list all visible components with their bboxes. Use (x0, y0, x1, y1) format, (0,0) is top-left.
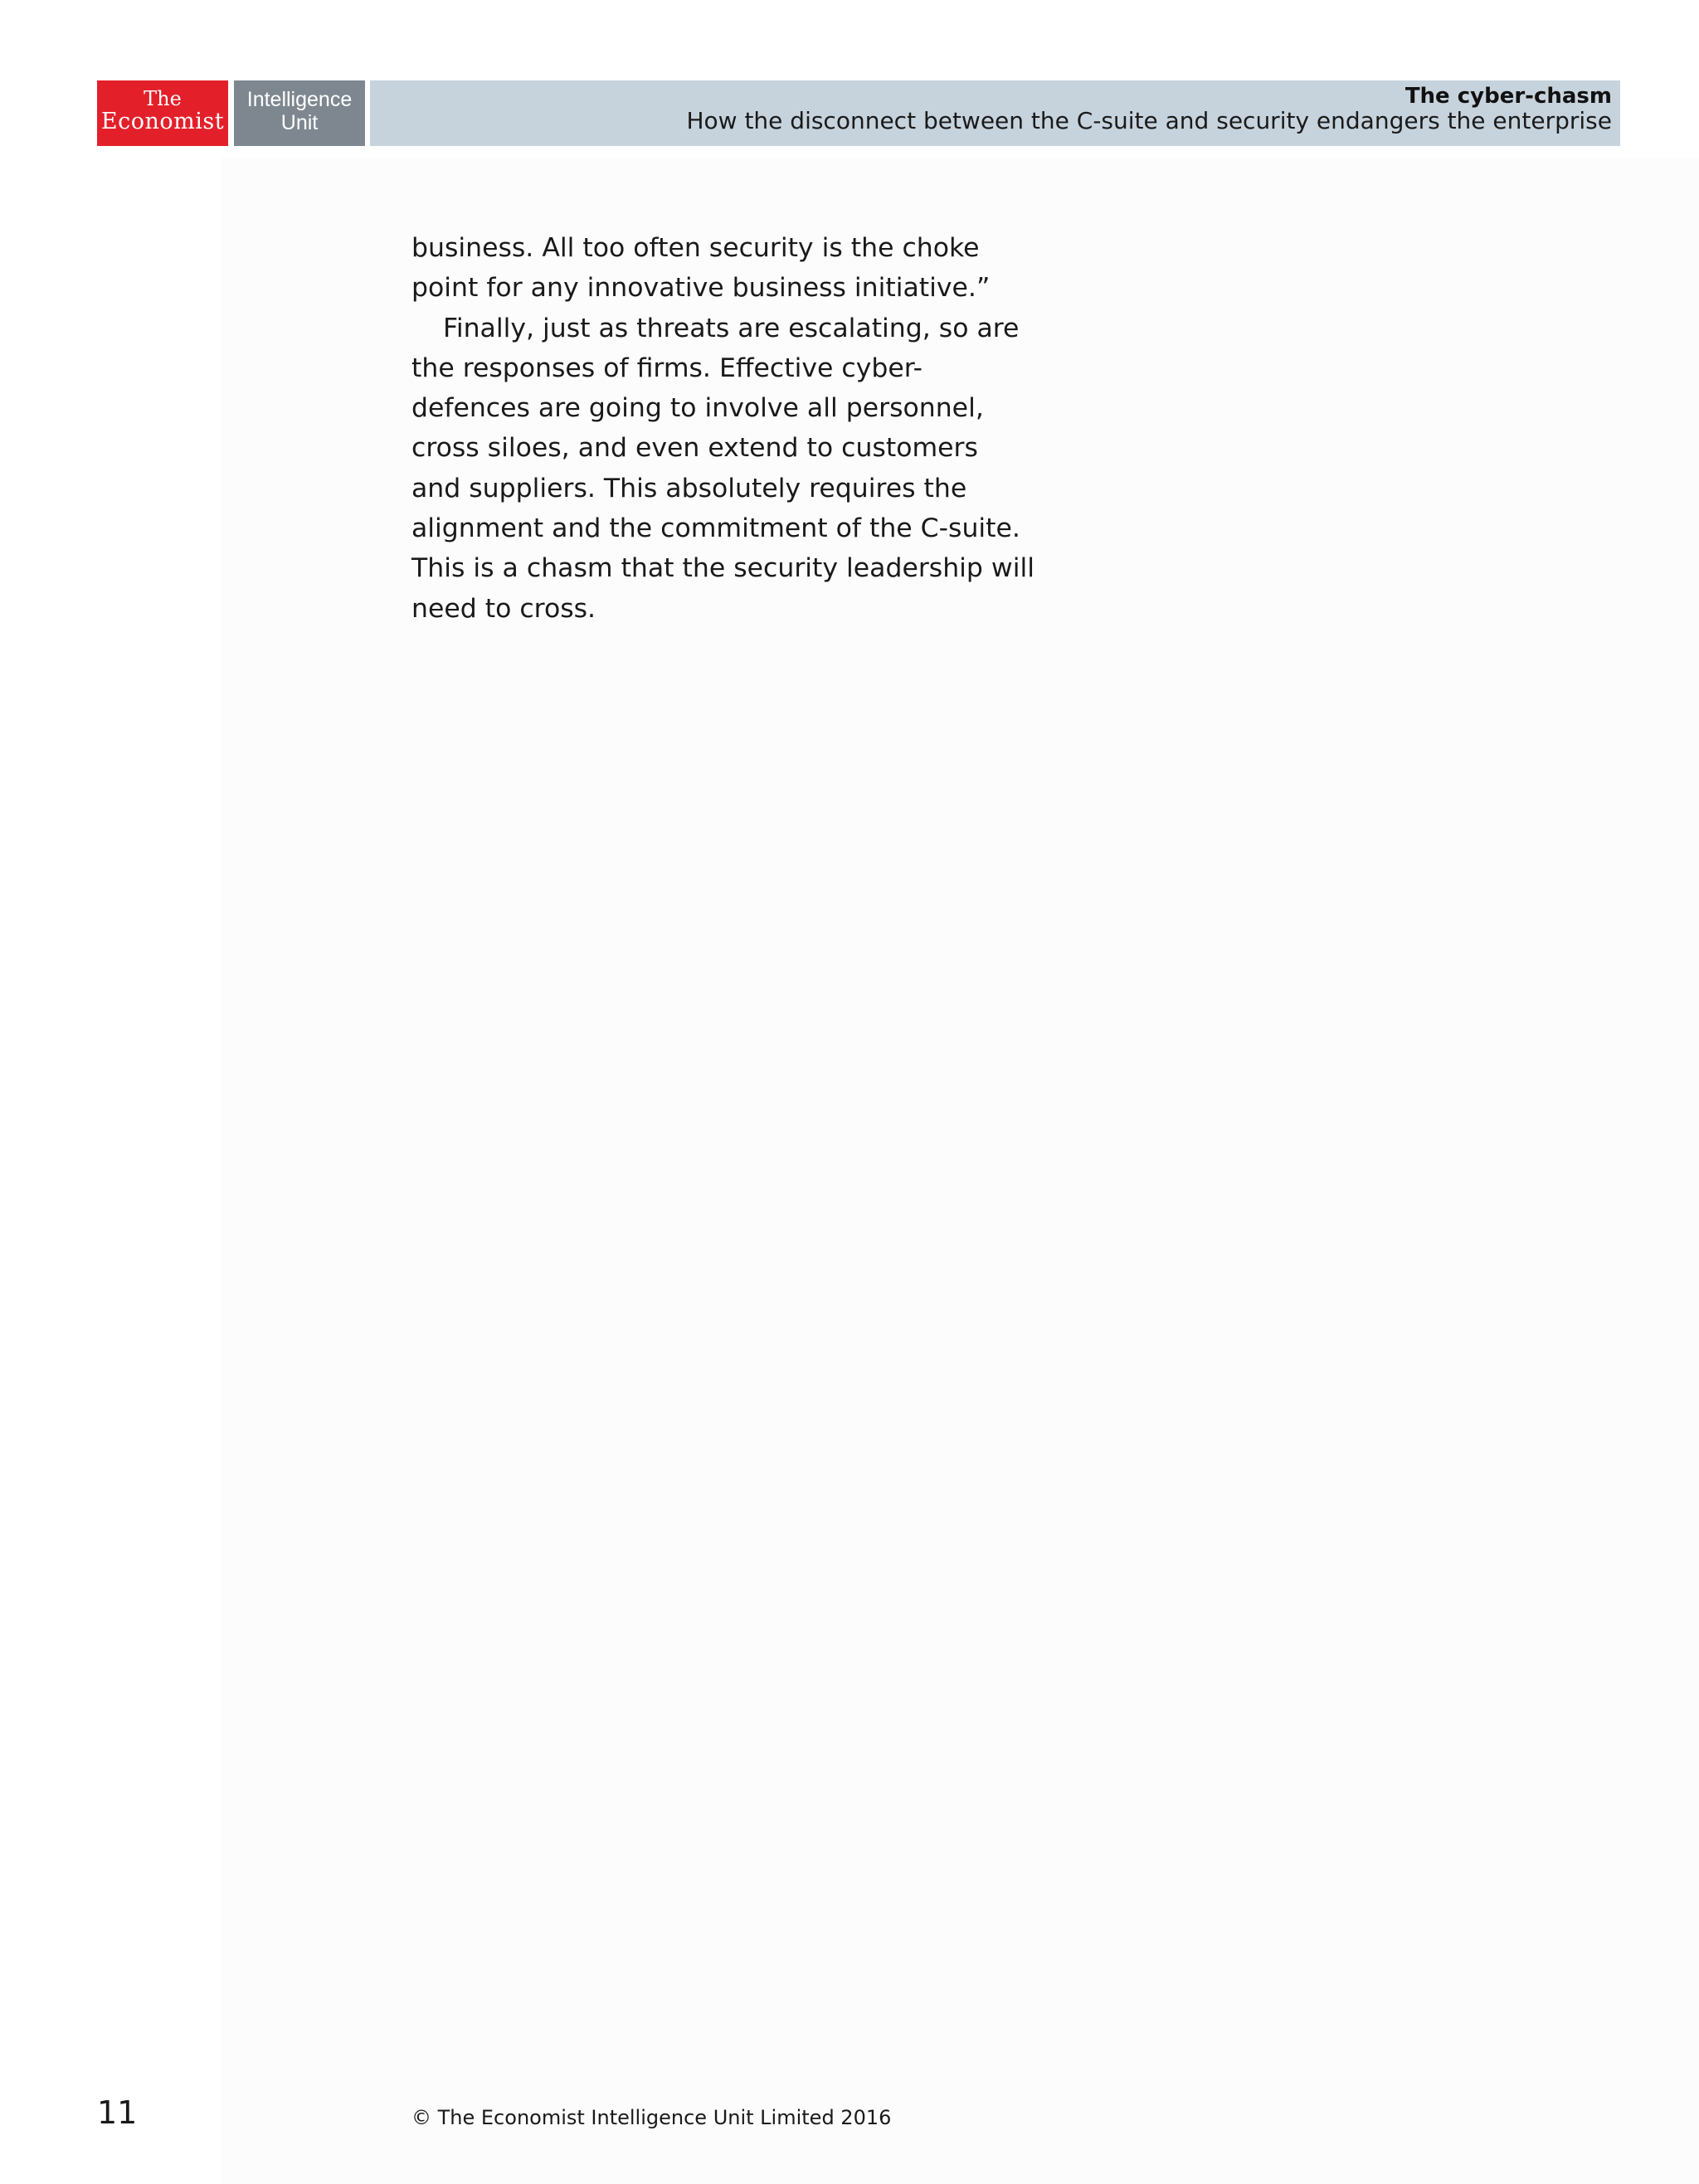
eiu-logo-line2: Unit (280, 111, 319, 134)
eiu-logo-line1: Intelligence (246, 88, 353, 111)
body-line: point for any innovative business initiative.” (411, 273, 991, 304)
body-line: and suppliers. This absolutely requires the (411, 473, 967, 503)
body-line: alignment and the commitment of the C-suite. (411, 513, 1020, 544)
body-line: defences are going to involve all personnel, (411, 393, 984, 424)
copyright-notice: © The Economist Intelligence Unit Limited 2016 (411, 2106, 892, 2129)
economist-logo-line1: The (144, 87, 182, 110)
page-header (97, 80, 1620, 146)
report-subtitle: How the disconnect between the C-suite and security endangers the enterprise (686, 107, 1612, 134)
page-number: 11 (97, 2094, 138, 2131)
report-title: The cyber-chasm (1404, 84, 1612, 109)
report-title-band (370, 80, 1620, 146)
body-line: business. All too often security is the choke (411, 233, 980, 263)
body-line: the responses of firms. Effective cyber- (411, 353, 923, 383)
body-line: This is a chasm that the security leadership will (411, 553, 1034, 584)
economist-logo-line2: Economist (100, 109, 225, 134)
body-line: need to cross. (411, 593, 596, 624)
body-line: Finally, just as threats are escalating, so are (443, 313, 1020, 343)
body-text-column (411, 228, 1034, 629)
eiu-logo (234, 80, 365, 146)
economist-logo (97, 80, 228, 146)
body-line: cross siloes, and even extend to customers (411, 433, 978, 464)
